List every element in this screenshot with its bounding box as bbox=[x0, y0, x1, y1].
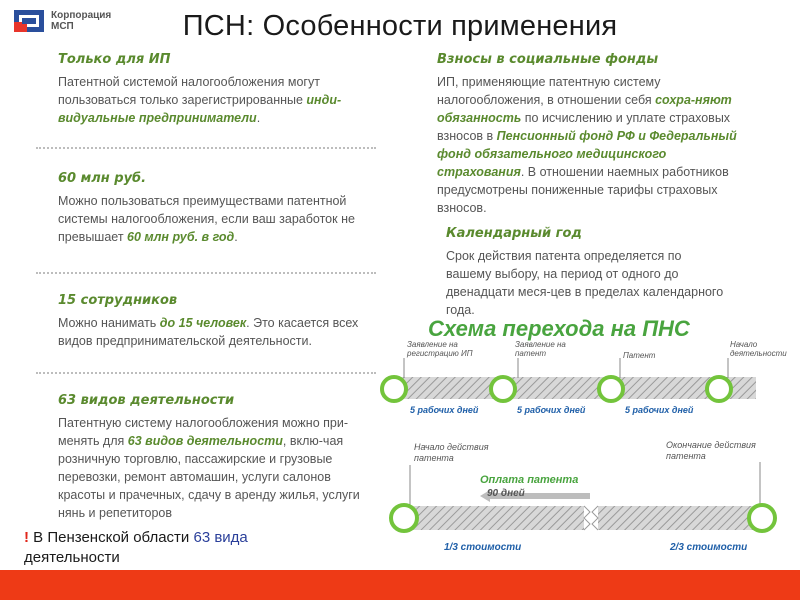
timeline-bar-bottom-left bbox=[398, 506, 584, 530]
days-label: 5 рабочих дней bbox=[410, 405, 479, 415]
timeline-bar-top bbox=[396, 377, 756, 399]
schema-label: Заявление на регистрацию ИП bbox=[407, 340, 473, 358]
block-heading: Взносы в социальные фонды bbox=[437, 52, 659, 67]
block-text: Можно пользоваться преимуществами патентной системы налогообложения, если ваш заработок не превышает 60 млн руб. в год. bbox=[58, 194, 355, 244]
payment-label: Оплата патента bbox=[480, 474, 579, 486]
milestone-circle bbox=[382, 377, 406, 401]
block-heading: Календарный год bbox=[446, 226, 582, 241]
schema-title: Схема перехода на ПНС bbox=[428, 316, 690, 341]
block-heading: 15 сотрудников bbox=[58, 293, 178, 308]
region-note: ! В Пензенской области 63 вида деятельности bbox=[24, 529, 248, 566]
days-label: 5 рабочих дней bbox=[517, 405, 586, 415]
block-text: Патентную систему налогообложения можно при-менять для 63 видов деятельности, вклю-чая розничную торговлю, пассажирские и грузовые перевозки, ремонт автомашин, услуги салонов красоты и прачечных, сдачу в аренду жилья, услуги нянь и репетиторов bbox=[58, 416, 360, 520]
end-circle bbox=[749, 505, 775, 531]
block-text: Можно нанимать до 15 человек. Это касается всех видов предпринимательской деятельности. bbox=[58, 316, 359, 348]
schema-label: Патент bbox=[623, 351, 656, 360]
block-heading: Только для ИП bbox=[58, 52, 171, 67]
block-heading: 60 млн руб. bbox=[58, 171, 147, 186]
days-label: 5 рабочих дней bbox=[625, 405, 694, 415]
milestone-circle bbox=[599, 377, 623, 401]
footer-bar bbox=[0, 570, 800, 600]
page-title: ПСН: Особенности применения bbox=[182, 10, 618, 42]
block-text: Патентной системой налогообложения могут пользоваться только зарегистрированные инди-видуальные предприниматели. bbox=[58, 75, 342, 125]
milestone-circle bbox=[707, 377, 731, 401]
timeline-bar-bottom-right bbox=[598, 506, 764, 530]
block-text: ИП, применяющие патентную систему налогообложения, в отношении себя сохра-няют обязанность по исчислению и уплате страховых взносов в Пенсионный фонд РФ и Федеральный фонд обязательного медицинского страхования. В отношении наемных работников предусмотрены пониженные тарифы страховых взносов. bbox=[437, 75, 737, 215]
block-heading: 63 видов деятельности bbox=[58, 393, 235, 408]
block-text: Срок действия патента определяется по вашему выбору, на период от одного до двенадцати меся-цев в пределах календарного года. bbox=[446, 249, 724, 317]
end-label: Окончание действия патента bbox=[666, 440, 756, 461]
schema-label: Начало деятельности bbox=[730, 340, 787, 358]
cost-label: 1/3 стоимости bbox=[444, 542, 522, 553]
milestone-circle bbox=[491, 377, 515, 401]
start-label: Начало действия патента bbox=[414, 442, 489, 463]
start-circle bbox=[391, 505, 417, 531]
note-mark: ! bbox=[24, 529, 29, 546]
cost-label: 2/3 стоимости bbox=[670, 542, 748, 553]
logo-line-2: МСП bbox=[51, 21, 74, 32]
logo-line-1: Корпорация bbox=[51, 10, 112, 21]
period-label: 90 дней bbox=[487, 488, 525, 499]
schema-label: Заявление на патент bbox=[515, 340, 566, 358]
